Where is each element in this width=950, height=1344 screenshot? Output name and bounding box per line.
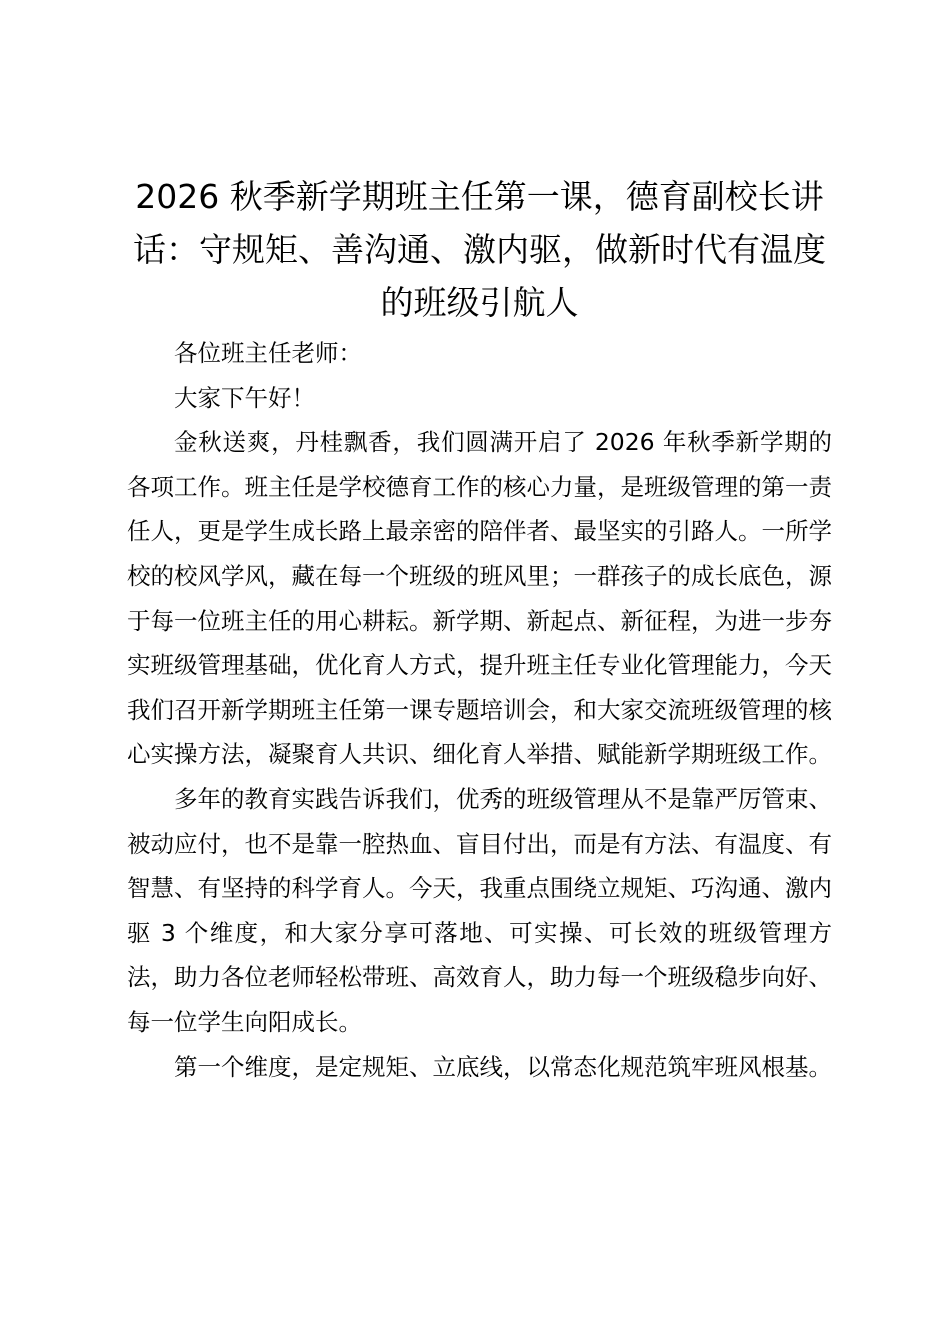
body-paragraph-practice: 多年的教育实践告诉我们，优秀的班级管理从不是靠严厉管束、被动应付，也不是靠一腔热血、盲目付出，而是有方法、有温度、有智慧、有坚持的科学育人。今天，我重点围绕立规矩、巧沟通、激内驱 3 个维度，和大家分享可落地、可实操、可长效的班级管理方法，助力各位老师轻松带班、高效育人，助力每一个班级稳步向好、每一位学生向阳成长。 bbox=[127, 784, 832, 1036]
salutation: 各位班主任老师： bbox=[174, 339, 362, 367]
greeting: 大家下午好！ bbox=[174, 383, 315, 412]
document-title: 2026 秋季新学期班主任第一课，德育副校长讲话：守规矩、善沟通、激内驱，做新时代有温度的班级引航人 bbox=[133, 177, 826, 322]
body-paragraph-first-dimension: 第一个维度，是定规矩、立底线，以常态化规范筑牢班风根基。 bbox=[174, 1052, 832, 1081]
body-paragraph-opening: 金秋送爽，丹桂飘香，我们圆满开启了 2026 年秋季新学期的各项工作。班主任是学校德育工作的核心力量，是班级管理的第一责任人，更是学生成长路上最亲密的陪伴者、最坚实的引路人。一所学校的校风学风，藏在每一个班级的班风里；一群孩子的成长底色，源于每一位班主任的用心耕耘。新学期、新起点、新征程，为进一步夯实班级管理基础，优化育人方式，提升班主任专业化管理能力，今天我们召开新学期班主任第一课专题培训会，和大家交流班级管理的核心实操方法，凝聚育人共识、细化育人举措、赋能新学期班级工作。 bbox=[127, 428, 832, 769]
document-page bbox=[127, 170, 832, 1089]
